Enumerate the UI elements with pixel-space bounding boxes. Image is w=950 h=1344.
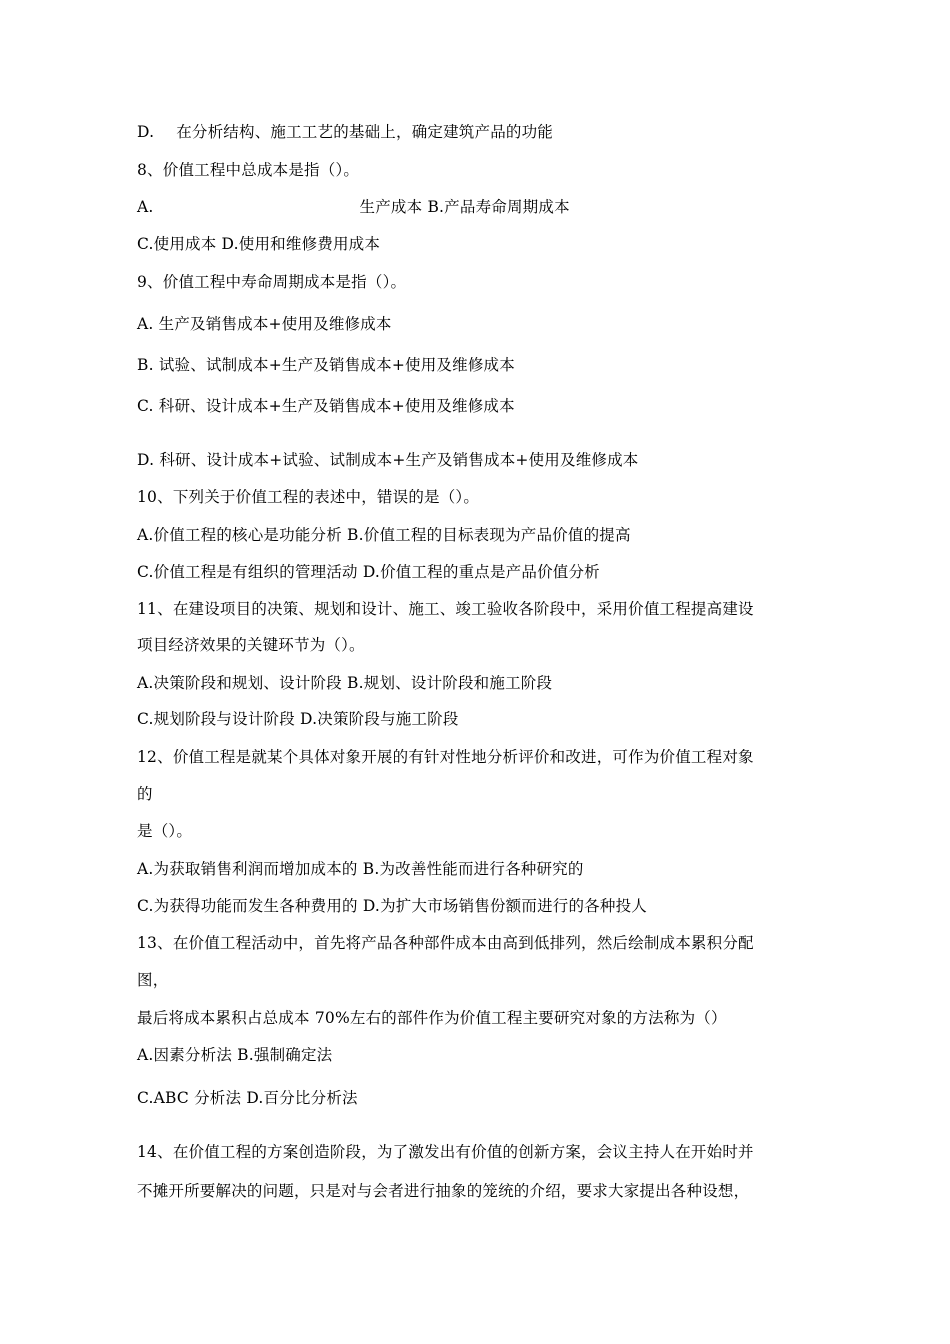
question-line: 的 — [137, 785, 153, 803]
question-line: 13、在价值工程活动中，首先将产品各种部件成本由高到低排列，然后绘制成本累积分配 — [137, 934, 754, 952]
option-letter: D. — [137, 123, 155, 141]
option-text: 在分析结构、施工工艺的基础上，确定建筑产品的功能 — [176, 123, 554, 141]
option-text: 生产成本 B.产品寿命周期成本 — [359, 198, 570, 216]
option-line: C.规划阶段与设计阶段 D.决策阶段与施工阶段 — [137, 710, 459, 728]
option-line: C.为获得功能而发生各种费用的 D.为扩大市场销售份额而进行的各种投人 — [137, 897, 647, 915]
option-line: B. 试验、试制成本+生产及销售成本+使用及维修成本 — [137, 356, 515, 374]
text-line — [137, 197, 570, 217]
option-line: C.价值工程是有组织的管理活动 D.价值工程的重点是产品价值分析 — [137, 563, 600, 581]
question-line: 图， — [137, 971, 169, 989]
option-line: A.价值工程的核心是功能分析 B.价值工程的目标表现为产品价值的提高 — [137, 526, 631, 544]
option-line: C.使用成本 D.使用和维修费用成本 — [137, 235, 381, 253]
question-line: 11、在建设项目的决策、规划和设计、施工、竣工验收各阶段中，采用价值工程提高建设 — [137, 600, 754, 618]
question-line: 10、下列关于价值工程的表述中，错误的是（）。 — [137, 488, 480, 506]
text-line — [137, 122, 553, 142]
question-line: 8、价值工程中总成本是指（）。 — [137, 161, 360, 179]
option-line: A.因素分析法 B.强制确定法 — [137, 1046, 333, 1064]
question-line: 不摊开所要解决的问题，只是对与会者进行抽象的笼统的介绍，要求大家提出各种设想， — [137, 1182, 750, 1200]
option-letter: A. — [137, 198, 154, 216]
option-line: A.决策阶段和规划、设计阶段 B.规划、设计阶段和施工阶段 — [137, 674, 553, 692]
option-line: D. 科研、设计成本+试验、试制成本+生产及销售成本+使用及维修成本 — [137, 451, 639, 469]
question-line: 9、价值工程中寿命周期成本是指（）。 — [137, 273, 407, 291]
question-line: 项目经济效果的关键环节为（）。 — [137, 636, 365, 654]
option-line: C.ABC 分析法 D.百分比分析法 — [137, 1089, 358, 1107]
question-line: 最后将成本累积占总成本 70%左右的部件作为价值工程主要研究对象的方法称为（） — [137, 1009, 727, 1027]
question-line: 12、价值工程是就某个具体对象开展的有针对性地分析评价和改进，可作为价值工程对象 — [137, 748, 754, 766]
option-line: C. 科研、设计成本+生产及销售成本+使用及维修成本 — [137, 397, 515, 415]
question-line: 14、在价值工程的方案创造阶段，为了激发出有价值的创新方案，会议主持人在开始时并 — [137, 1143, 754, 1161]
option-line: A. 生产及销售成本+使用及维修成本 — [137, 315, 392, 333]
option-line: A.为获取销售利润而增加成本的 B.为改善性能而进行各种研究的 — [137, 860, 584, 878]
question-line: 是（）。 — [137, 822, 193, 840]
